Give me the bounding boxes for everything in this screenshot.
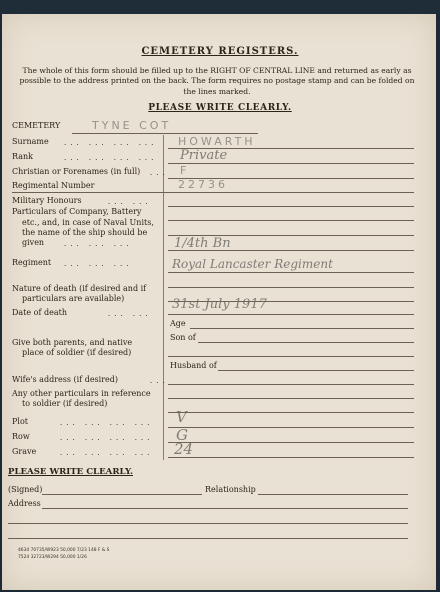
form-title: CEMETERY REGISTERS. [141, 46, 299, 57]
dots: ... [150, 377, 169, 385]
label-date-of-death: Date of death [12, 308, 67, 317]
label-particulars-3: the name of the ship should be [22, 228, 148, 237]
print-code-2: 7524 32723/W294 50,000 1/26 [18, 555, 87, 560]
dots: ... ... ... ... [60, 449, 154, 457]
label-regimental-number: Regimental Number [12, 181, 95, 190]
dots: ... ... [108, 198, 152, 206]
dots: ... ... ... ... [60, 434, 154, 442]
honours-line [168, 206, 414, 207]
label-row: Row [12, 432, 30, 441]
regimental-number-line [12, 192, 414, 193]
label-signed: (Signed) [8, 485, 43, 494]
plot-line [168, 427, 414, 428]
entry-unit: 1/4th Bn [174, 236, 231, 251]
entry-regimental-number: 22736 [178, 178, 228, 191]
regiment-line [168, 272, 414, 273]
label-surname: Surname [12, 137, 49, 146]
dots: ... ... ... ... [64, 154, 158, 162]
label-nature-of-death-2: particulars are available) [22, 294, 125, 303]
dots: ... ... ... ... [64, 139, 158, 147]
label-nature-of-death-1: Nature of death (if desired and if [12, 284, 147, 293]
label-cemetery: CEMETERY [12, 121, 61, 130]
age-line [190, 328, 414, 329]
label-other-particulars-2: to soldier (if desired) [22, 399, 108, 408]
label-son-of: Son of [170, 333, 196, 342]
entry-christian-names: F [180, 164, 190, 177]
write-clearly-heading: PLEASE WRITE CLEARLY. [148, 103, 292, 113]
central-line [163, 135, 164, 460]
dots: ... ... ... [64, 260, 133, 268]
entry-surname: HOWARTH [178, 135, 256, 148]
parents-line [168, 356, 414, 357]
grave-line [168, 457, 414, 458]
row-line [168, 442, 414, 443]
label-plot: Plot [12, 417, 28, 426]
form-instructions: The whole of this form should be filled up to the RIGHT OF CENTRAL LINE and returned as early as possible to the address printed on the back. The form requires no postage stamp and can be folded on the lines marked. [19, 66, 415, 96]
label-husband-of: Husband of [170, 361, 217, 370]
dots: ... [150, 169, 169, 177]
particulars-line-1 [168, 220, 414, 221]
son-of-line [198, 342, 414, 343]
address-line-2 [8, 523, 408, 524]
signed-line [42, 494, 202, 495]
write-clearly-heading-2: PLEASE WRITE CLEARLY. [8, 467, 133, 477]
label-relationship: Relationship [205, 485, 256, 494]
dots: ... ... [108, 310, 152, 318]
label-particulars-1: Particulars of Company, Battery [12, 207, 142, 216]
dots: ... ... ... ... [60, 419, 154, 427]
other-line-1 [168, 398, 414, 399]
label-particulars-4: given [22, 238, 45, 247]
label-christian-names: Christian or Forenames (in full) [12, 167, 141, 176]
entry-rank: Private [180, 148, 228, 163]
label-rank: Rank [12, 152, 33, 161]
rank-line [168, 163, 414, 164]
entry-regiment: Royal Lancaster Regiment [172, 257, 333, 271]
label-wife-address: Wife's address (if desired) [12, 375, 119, 384]
entry-date-of-death: 31st July 1917 [172, 297, 267, 312]
label-address: Address [8, 499, 41, 508]
dots: ... ... ... [64, 240, 133, 248]
label-parents-1: Give both parents, and native [12, 338, 133, 347]
entry-cemetery: TYNE COT [92, 119, 172, 132]
wife-address-line [168, 384, 414, 385]
label-grave: Grave [12, 447, 37, 456]
relationship-line [258, 494, 408, 495]
cemetery-line [72, 133, 258, 134]
husband-of-line [218, 370, 414, 371]
address-line-3 [8, 538, 408, 539]
label-parents-2: place of soldier (if desired) [22, 348, 132, 357]
background-edge [0, 0, 440, 14]
label-regiment: Regiment [12, 258, 52, 267]
label-other-particulars-1: Any other particulars in reference [12, 389, 151, 398]
other-line-2 [168, 412, 414, 413]
label-particulars-2: etc., and, in case of Naval Units, [22, 218, 154, 227]
date-line [168, 314, 414, 315]
entry-plot: V [176, 408, 187, 426]
entry-grave: 24 [174, 440, 194, 458]
label-military-honours: Military Honours [12, 196, 82, 205]
label-age: Age [170, 319, 186, 328]
print-code-1: 4634 70735/W923 50,000 7/23 148 F & S [18, 548, 110, 553]
entry-row: G [176, 426, 188, 444]
address-line-1 [42, 508, 408, 509]
nature-line-1 [168, 287, 414, 288]
